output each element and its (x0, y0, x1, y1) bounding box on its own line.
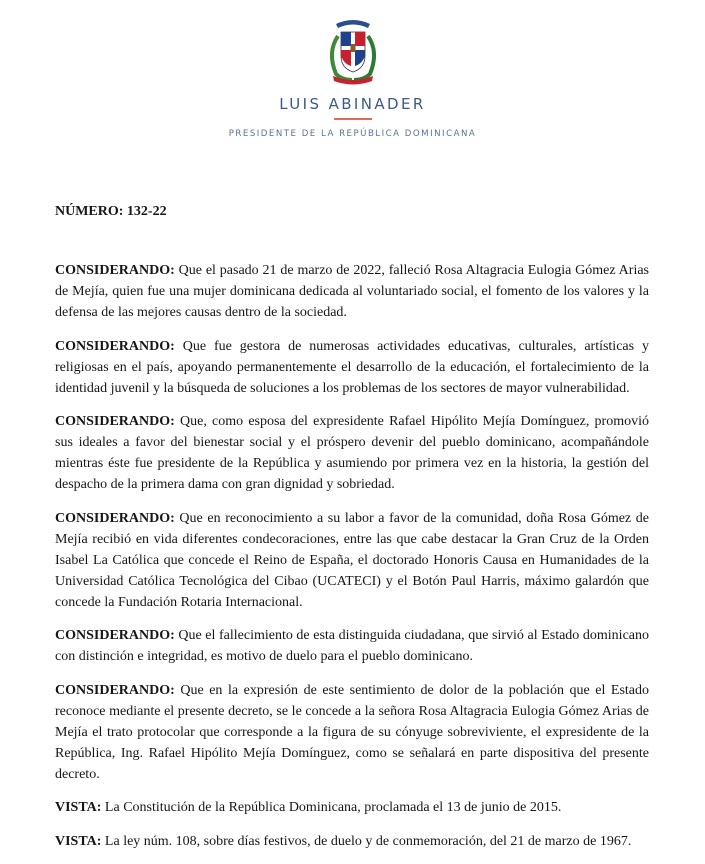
paragraph-lead: CONSIDERANDO: (55, 263, 175, 278)
coat-of-arms-icon (322, 14, 384, 86)
paragraph-text: Que en la expresión de este sentimiento de dolor de la población que el Estado reconoce mediante el presente decreto, se le concede a la señora Rosa Altagracia Eulogia Gómez Arias de Mejía el trato protocolar que corresponde a la figura de su cónyuge sobreviviente, el expresidente de la República, Ing. Rafael Hipólito Mejía Domínguez, como se señalará en parte dispositiva del presente decreto. (55, 682, 649, 782)
paragraph (55, 260, 649, 323)
paragraph (55, 680, 649, 785)
paragraph-text: Que el pasado 21 de marzo de 2022, falleció Rosa Altagracia Eulogia Gómez Arias de Mejía, quien fue una mujer dominicana dedicada al voluntariado social, el fomento de los valores y la defensa de las mejores causas dentro de la sociedad. (55, 263, 649, 320)
paragraph-text: La Constitución de la República Dominicana, proclamada el 13 de junio de 2015. (101, 800, 562, 815)
paragraph-lead: CONSIDERANDO: (55, 338, 175, 354)
paragraph-text: Que, como esposa del expresidente Rafael Hipólito Mejía Domínguez, promovió sus ideales a favor del bienestar social y el próspero devenir del pueblo dominicano, acompañándole mientras éste fue presidente de la República y asumiendo por primera vez en la historia, la gestión del despacho de la primera dama con gran dignidad y sobriedad. (55, 414, 649, 492)
paragraph-lead: VISTA: (55, 833, 102, 849)
paragraph-text: La ley núm. 108, sobre días festivos, de duelo y de conmemoración, del 21 de marzo de 1967. (101, 833, 632, 849)
letterhead (0, 0, 705, 150)
paragraph-text: Que en reconocimiento a su labor a favor de la comunidad, doña Rosa Gómez de Mejía recibió en vida diferentes condecoraciones, entre las que cabe destacar la Gran Cruz de la Orden Isabel La Católica que concede el Reino de España, el doctorado Honoris Causa en Humanidades de la Universidad Católica Tecnológica del Cibao (UCATECI) y el Botón Paul Harris, máximo galardón que concede la Fundación Rotaria Internacional. (55, 510, 649, 610)
paragraph-lead: CONSIDERANDO: (55, 414, 175, 429)
paragraph-text: Que el fallecimiento de esta distinguida ciudadana, que sirvió al Estado dominicano con distinción e integridad, es motivo de duelo para el pueblo dominicano. (55, 628, 649, 664)
decree-number: NÚMERO: 132-22 (55, 204, 167, 219)
paragraph (55, 508, 649, 613)
paragraph (55, 797, 649, 818)
paragraph-lead: CONSIDERANDO: (55, 682, 175, 698)
header-divider (334, 118, 372, 120)
president-title: PRESIDENTE DE LA REPÚBLICA DOMINICANA (228, 129, 477, 139)
decree-body (55, 260, 649, 864)
president-name: LUIS ABINADER (279, 95, 426, 113)
paragraph-lead: CONSIDERANDO: (55, 628, 175, 643)
paragraph (55, 625, 649, 667)
paragraph (55, 831, 649, 852)
paragraph-lead: VISTA: (55, 800, 102, 815)
paragraph (55, 411, 649, 495)
paragraph-text: Que fue gestora de numerosas actividades educativas, culturales, artísticas y religiosas en el país, apoyando permanentemente el desarrollo de la educación, el fortalecimiento de la identidad juvenil y la búsqueda de soluciones a los problemas de los sectores de mayor vulnerabilidad. (55, 338, 649, 396)
paragraph-lead: CONSIDERANDO: (55, 510, 175, 526)
paragraph (55, 336, 649, 399)
